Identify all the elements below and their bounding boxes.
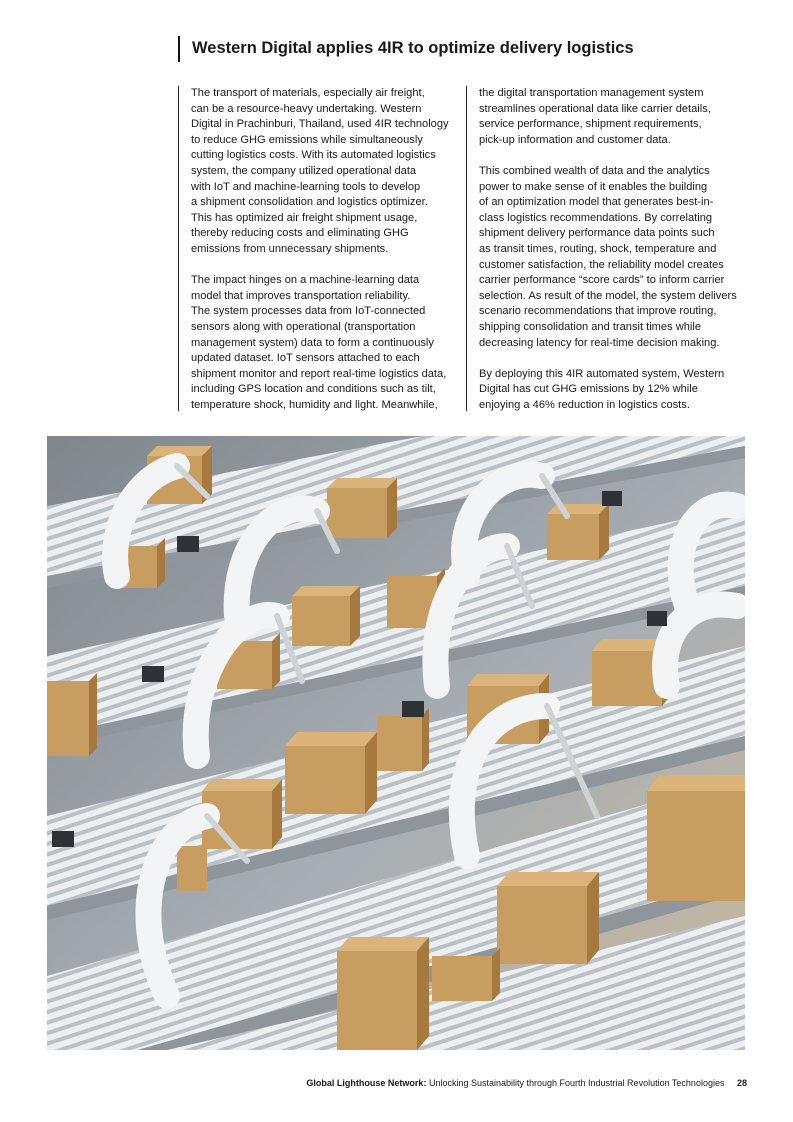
robotic-arms-conveyor-photo (47, 436, 745, 1050)
text-line: system, the company utilized operational data (191, 164, 417, 177)
text-line: class logistics recommendations. By correlating (479, 211, 713, 224)
text-line: The system processes data from IoT-connected (191, 305, 426, 318)
text-line: pick-up information and customer data. (479, 133, 671, 146)
text-line: shipment delivery performance data points such (479, 227, 715, 240)
text-line: decreasing latency for real-time decision making. (479, 336, 720, 349)
text-line: This combined wealth of data and the analytics (479, 164, 710, 177)
text-line: management system) data to form a continuously (191, 336, 434, 349)
text-line: of an optimization model that generates best-in- (479, 196, 714, 209)
text-line: can be a resource-heavy undertaking. Western (191, 102, 422, 115)
text-line: Digital has cut GHG emissions by 12% while (479, 383, 698, 396)
text-line: to reduce GHG emissions while simultaneously (191, 133, 423, 146)
text-line: the digital transportation management system (479, 87, 704, 99)
text-line: shipment monitor and report real-time logistics data, (191, 367, 447, 380)
article-title: Western Digital applies 4IR to optimize delivery logistics (192, 39, 634, 57)
text-line: updated dataset. IoT sensors attached to each (191, 352, 420, 365)
right-paragraph-1 (479, 86, 749, 148)
text-line: carrier performance “score cards” to inform carrier (479, 274, 725, 287)
text-line: as transit times, routing, shock, temperature and (479, 242, 717, 255)
left-column (178, 86, 461, 411)
text-line: enjoying a 46% reduction in logistics costs. (479, 398, 690, 411)
right-paragraph-2 (479, 164, 749, 351)
text-line: This has optimized air freight shipment usage, (191, 211, 418, 224)
text-line: The impact hinges on a machine-learning data (191, 274, 420, 287)
left-paragraph-1 (191, 86, 461, 258)
right-column (466, 86, 749, 411)
text-line: power to make sense of it enables the building (479, 180, 708, 193)
right-paragraph-3 (479, 367, 749, 414)
text-line: shipping consolidation and transit times while (479, 320, 701, 333)
text-line: cutting logistics costs. With its automated logistics (191, 149, 436, 162)
text-line: temperature shock, humidity and light. Meanwhile, (191, 398, 438, 411)
page-number: 28 (736, 1078, 747, 1088)
text-line: streamlines operational data like carrier details, (479, 102, 711, 115)
title-block (178, 36, 740, 62)
left-paragraph-2 (191, 273, 461, 413)
text-line: scenario recommendations that improve routing, (479, 305, 717, 318)
hero-image (47, 436, 745, 1050)
footer-subtitle: Unlocking Sustainability through Fourth Industrial Revolution Technologies (428, 1078, 725, 1088)
footer-publication: Global Lighthouse Network: (306, 1078, 427, 1088)
text-line: sensors along with operational (transportation (191, 320, 416, 333)
text-line: By deploying this 4IR automated system, Western (479, 367, 725, 380)
text-line: emissions from unnecessary shipments. (191, 242, 389, 255)
text-line: including GPS location and conditions such as tilt, (191, 383, 436, 396)
text-line: Digital in Prachinburi, Thailand, used 4IR technology (191, 118, 449, 131)
text-line: service performance, shipment requirements, (479, 118, 702, 131)
text-line: customer satisfaction, the reliability model creates (479, 258, 724, 271)
text-line: selection. As result of the model, the system delivers (479, 289, 737, 302)
text-line: with IoT and machine-learning tools to develop (191, 180, 421, 193)
text-line: a shipment consolidation and logistics optimizer. (191, 196, 428, 209)
text-line: The transport of materials, especially air freight, (191, 87, 425, 99)
page-footer (260, 1076, 747, 1090)
text-line: thereby reducing costs and eliminating GHG (191, 227, 409, 240)
text-line: model that improves transportation reliability. (191, 289, 411, 302)
